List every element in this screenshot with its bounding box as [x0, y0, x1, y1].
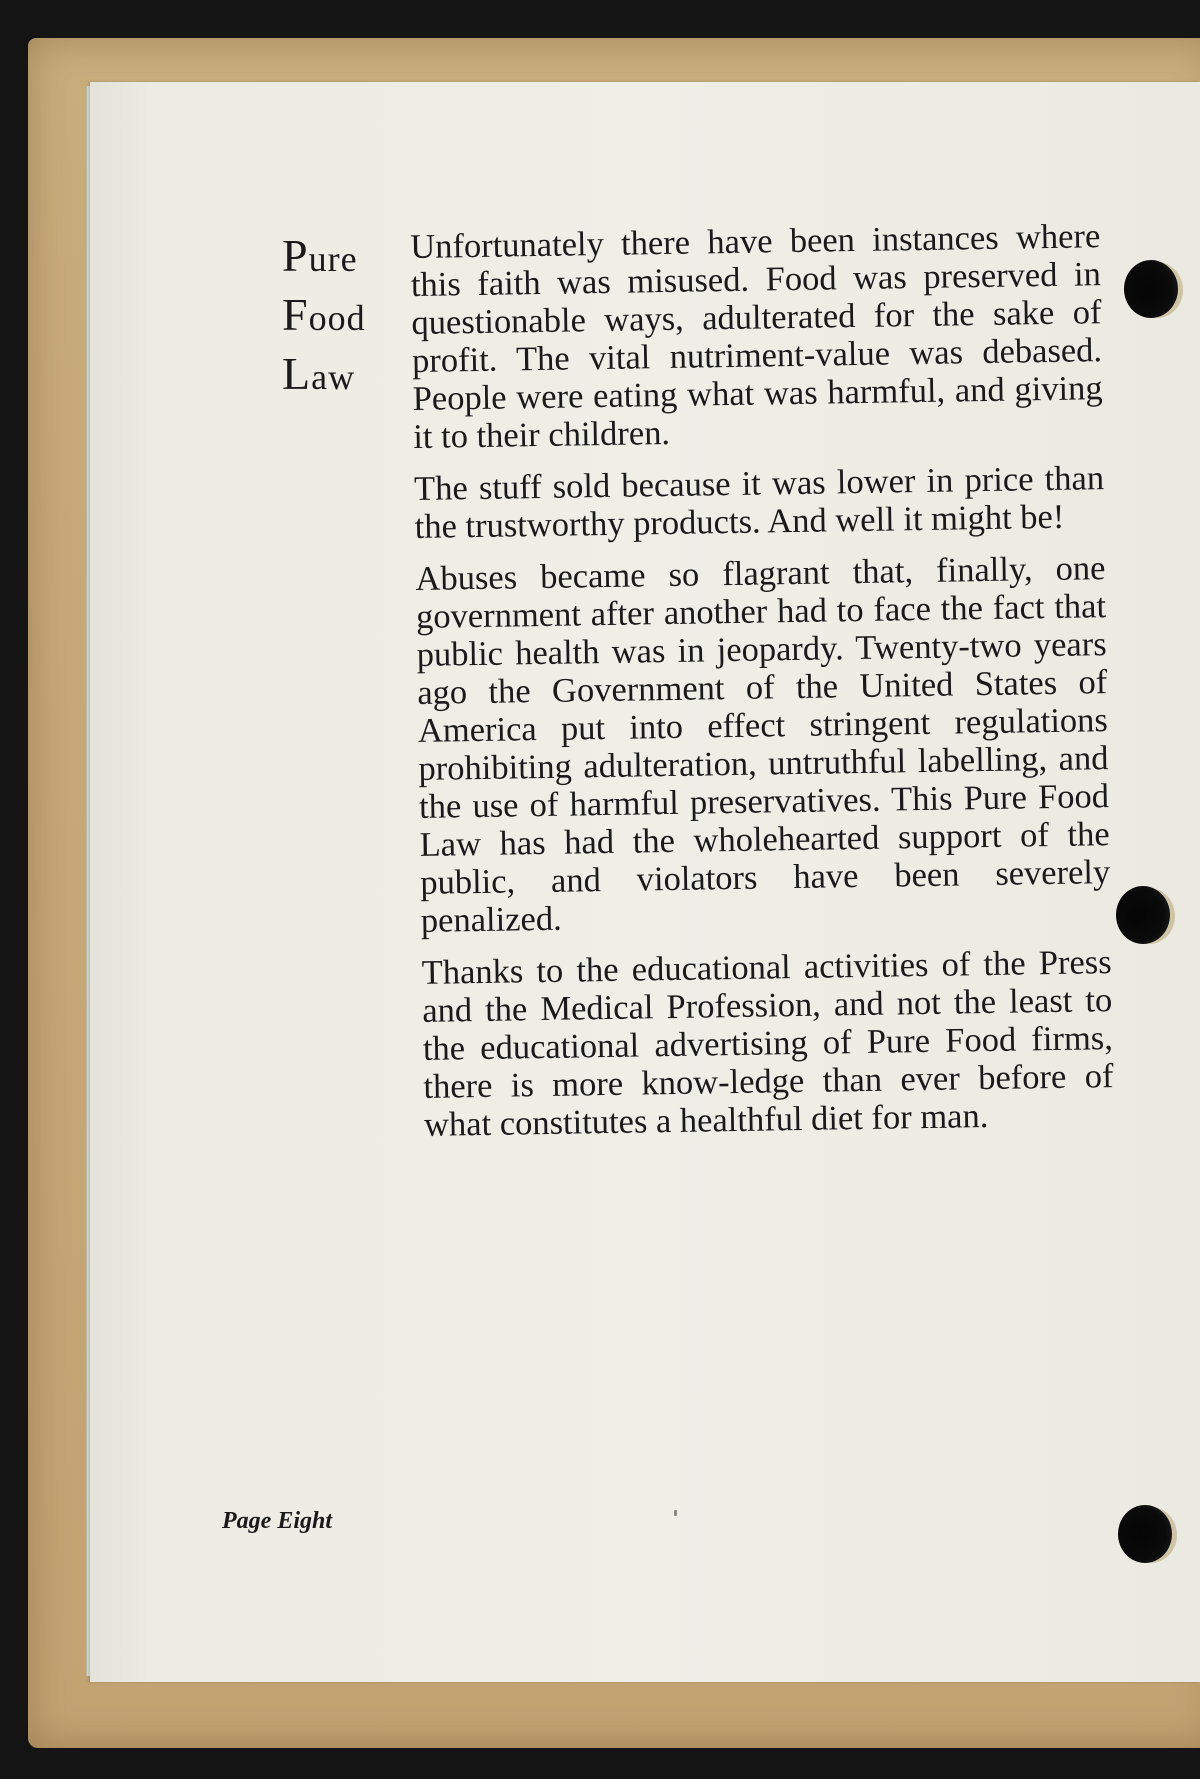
paragraph-2: The stuff sold because it was lower in price than the trustworthy products. And well it might be!	[413, 459, 1105, 546]
paragraph-3: Abuses became so flagrant that, finally, one government after another had to face the fact that public health was in jeopardy. Twenty-two years ago the Government of the United States of America put into effect stringent regulations prohibiting adulteration, untruthful labelling, and the use of harmful preservatives. This Pure Food Law has had the wholehearted support of the public, and violators have been severely penalized.	[415, 549, 1111, 940]
binding-hole-bottom	[1118, 1505, 1172, 1563]
side-heading	[282, 228, 377, 405]
paragraph-1: Unfortunately there have been instances where this faith was misused. Food was preserved in questionable ways, adulterated for the sake of profit. The vital nutriment-value was debased. People were eating what was harmful, and giving it to their children.	[410, 217, 1103, 456]
side-heading-word-food: Food	[282, 289, 366, 340]
side-heading-word-pure: Pure	[282, 230, 358, 281]
paragraph-4: Thanks to the educational activities of the Press and the Medical Profession, and not the least to the educational advertising of Pure Food firms, there is more know-ledge than ever before of what constitutes a healthful diet for man.	[421, 943, 1114, 1144]
binding-hole-top	[1124, 260, 1178, 318]
binding-hole-middle	[1116, 886, 1170, 944]
page-number: Page Eight	[222, 1508, 333, 1534]
side-heading-word-law: Law	[282, 348, 356, 399]
body-text	[410, 217, 1115, 1158]
speck-mark	[674, 1510, 677, 1516]
